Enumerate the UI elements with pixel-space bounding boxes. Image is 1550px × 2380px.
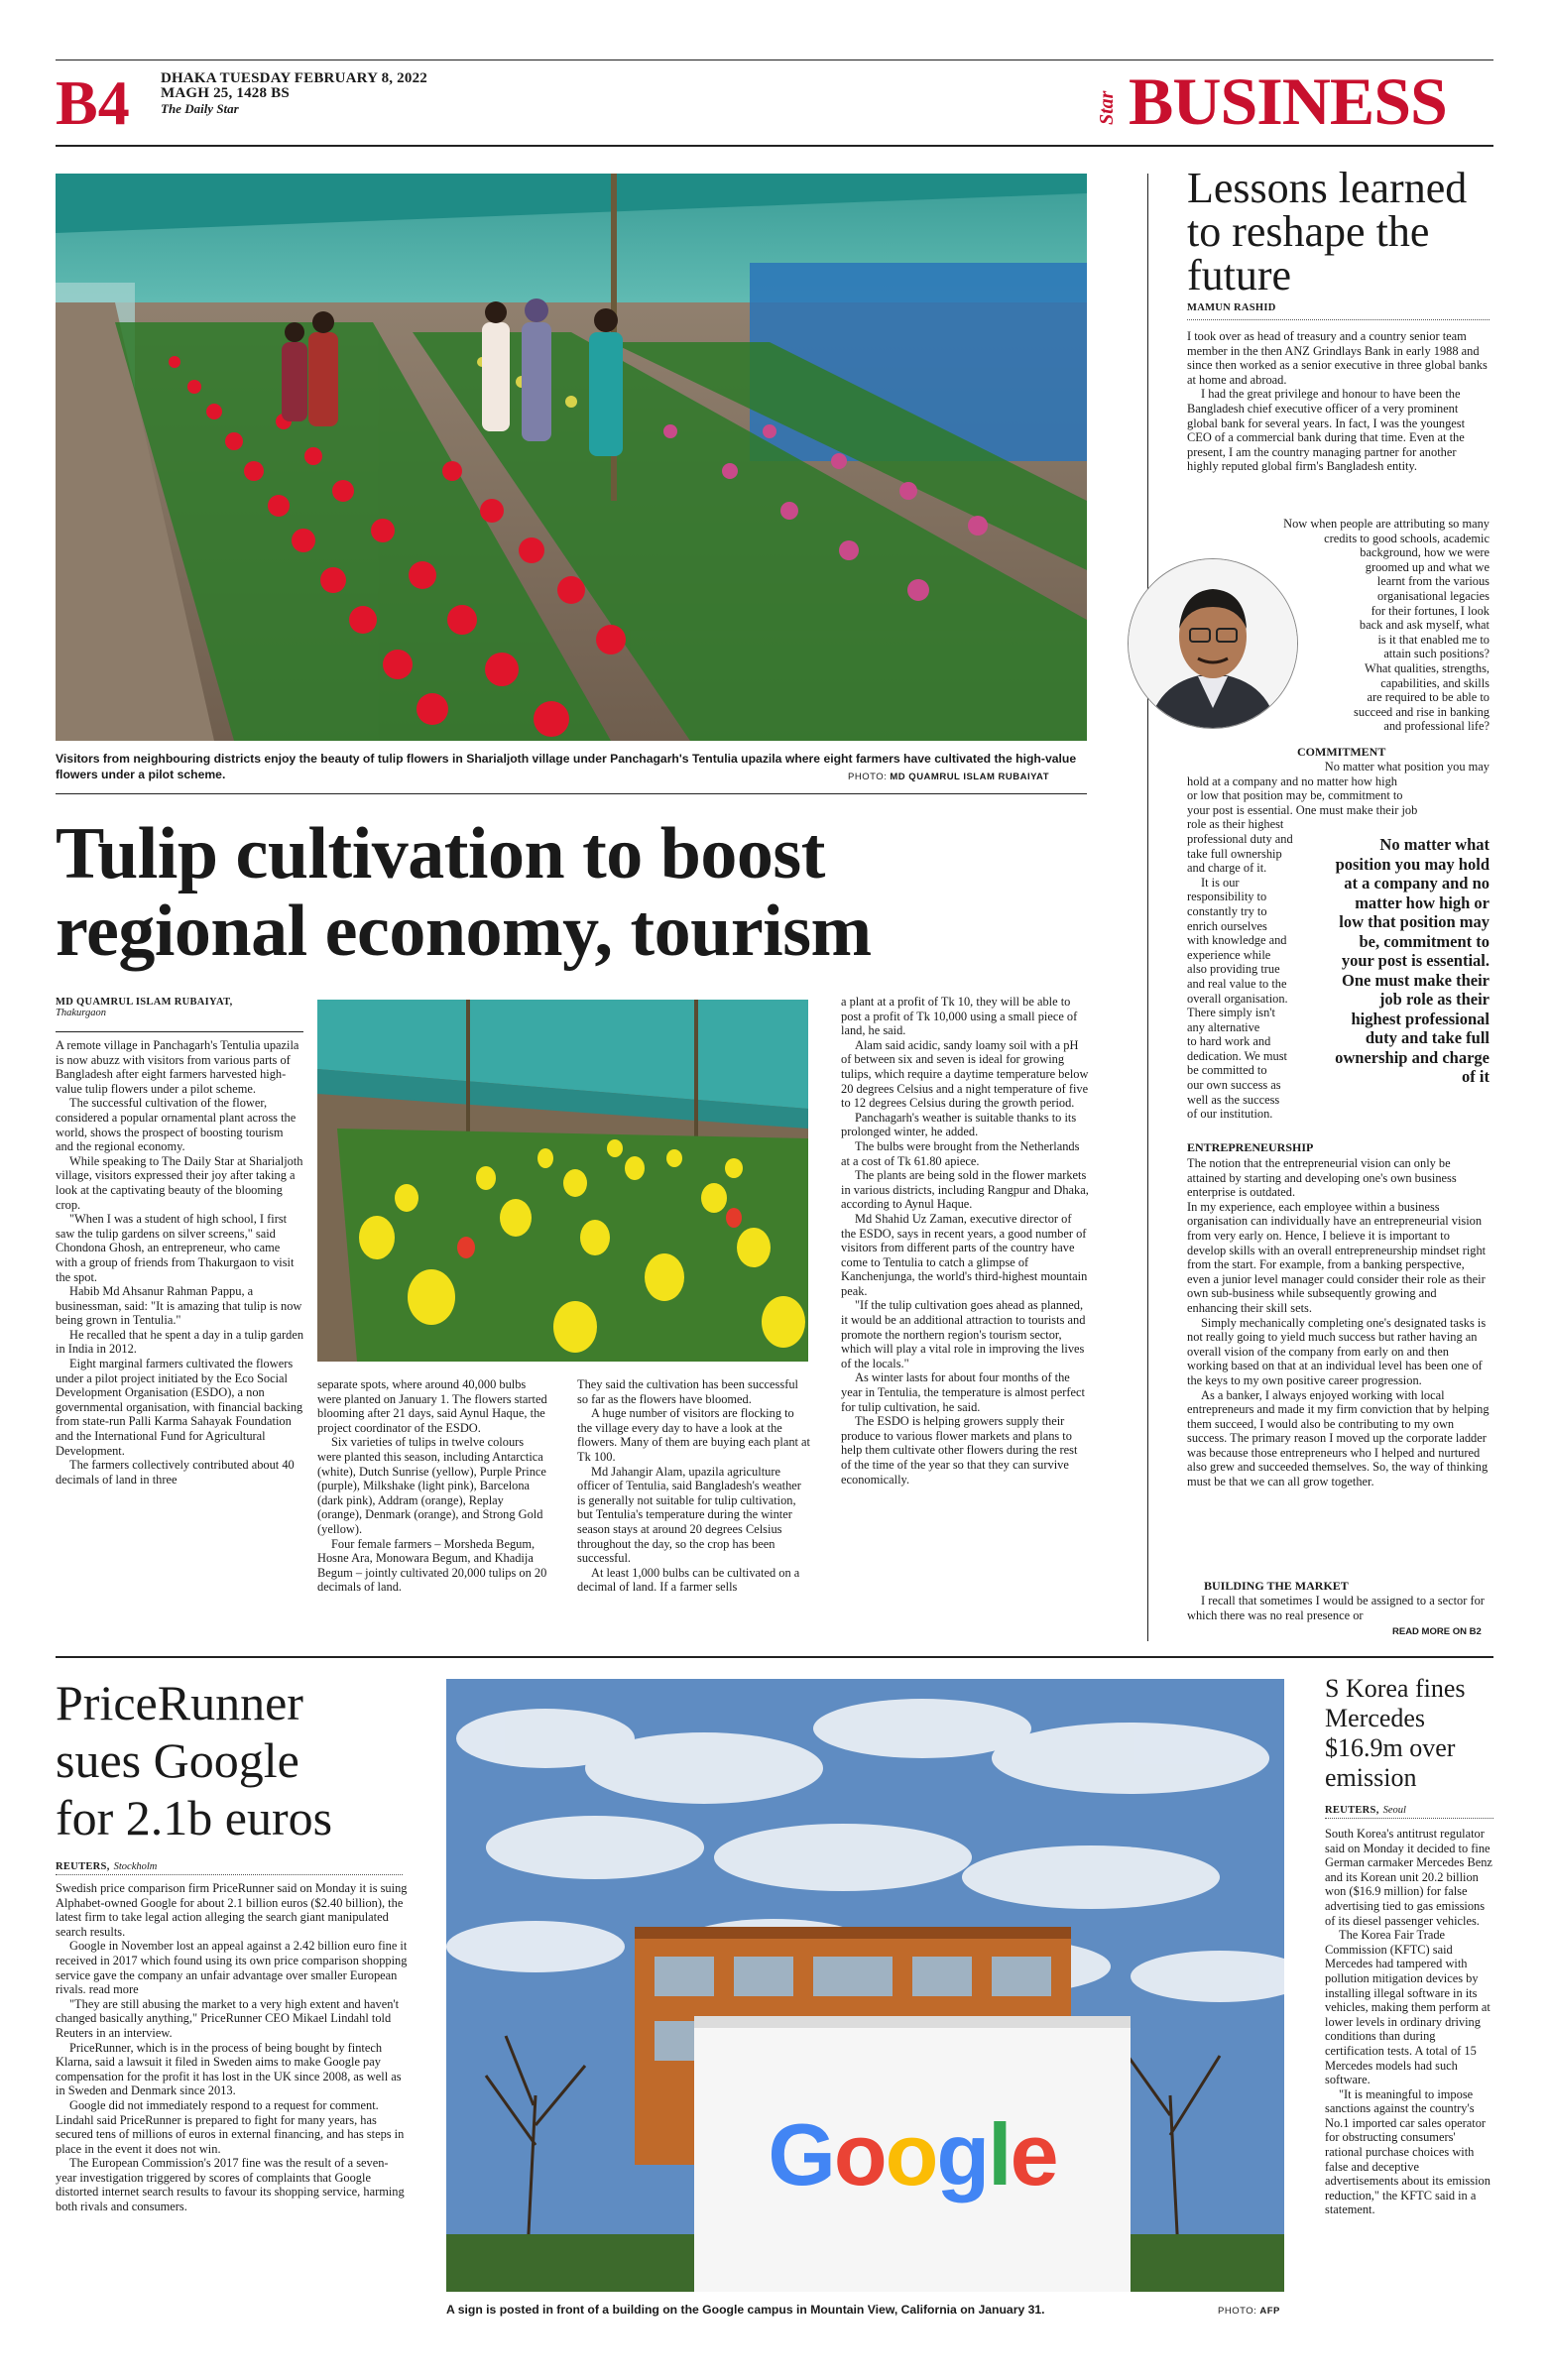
tulip-p23: As winter lasts for about four months of the year in Tentulia, the temperature is almost perfect for tulip cultivation, he said. — [841, 1370, 1085, 1414]
tulip-field-photo — [56, 174, 1087, 741]
commit-line-18: There simply isn't — [1187, 1006, 1275, 1020]
mercedes-body — [1325, 1827, 1493, 2217]
pricerunner-rule — [56, 1874, 403, 1875]
entre-p1: The notion that the entrepreneurial vision can only be attained by starting and developing one's own business enterprise is outdated. — [1187, 1156, 1457, 1200]
commit-line-17: overall organisation. — [1187, 991, 1288, 1006]
column-author: MAMUN RASHID — [1187, 302, 1276, 313]
mercedes-byline-agency: REUTERS, — [1325, 1805, 1379, 1816]
pricerunner-p6: The European Commission's 2017 fine was the result of a seven-year investigation triggered by scores of complaints that Google distorted internet search results to favour its shopping service, harming both rivals and consumers. — [56, 2156, 405, 2214]
wrap-line-13: are required to be able to — [1367, 690, 1490, 705]
byline-rule — [56, 1031, 303, 1032]
subhead-entrepreneurship: ENTREPRENEURSHIP — [1187, 1140, 1314, 1154]
commit-line-23: our own success as — [1187, 1078, 1281, 1093]
google-sign-text: Google — [768, 2105, 1057, 2203]
masthead-rule — [56, 145, 1493, 147]
commit-line-1: No matter what position you may — [1324, 760, 1490, 774]
column-wrap-text — [1187, 517, 1490, 734]
page-number: B4 — [56, 67, 130, 138]
wrap-line-15: and professional life? — [1383, 719, 1490, 734]
google-campus-illustration — [446, 1679, 1284, 2292]
tulip-dateline: Thakurgaon — [56, 1008, 106, 1018]
column-p1: I took over as head of treasury and a country senior team member in the then ANZ Grindlays Bank in early 1988 and since then worked as a senior executive in three global banks at home and abroad. — [1187, 329, 1488, 387]
tulip-p19: The bulbs were brought from the Netherlands at a cost of Tk 61.80 apiece. — [841, 1138, 1080, 1168]
mercedes-title-4: emission — [1325, 1763, 1417, 1792]
market-p1: I recall that sometimes I would be assigned to a sector for which there was no real presence or — [1187, 1594, 1485, 1622]
commit-line-16: and real value to the — [1187, 976, 1287, 991]
mercedes-title-1: S Korea fines — [1325, 1674, 1466, 1703]
tulip-byline-block — [56, 997, 303, 1018]
tulip-p14: Md Jahangir Alam, upazila agriculture officer of Tentulia, said Bangladesh's weather is generally not suitable for tulip cultivation, but Tentulia's temperature during the winter season stays at around 20 degrees Celsius throughout the day, so the crop has been successful. — [577, 1464, 801, 1566]
pricerunner-byline — [56, 1856, 157, 1874]
pricerunner-p5: Google did not immediately respond to a request for comment. Lindahl said PriceRunner is prepared to fight for many years, has secured tens of millions of euros in external financing, and has steps in place in the event it does not win. — [56, 2097, 405, 2156]
mercedes-headline — [1325, 1674, 1503, 1793]
commit-line-14: experience while — [1187, 947, 1271, 962]
wrap-line-9: is it that enabled me to — [1377, 632, 1490, 647]
commit-line-11: constantly try to — [1187, 903, 1267, 918]
mercedes-p3: "It is meaningful to impose sanctions against the country's No.1 imported car sales operator for obstructing consumers' rational purchase choices with false and deceptive advertisements about its emission reduction," the KFTC said in a statement. — [1325, 2086, 1490, 2217]
read-more-link[interactable]: READ MORE ON B2 — [1392, 1626, 1482, 1637]
market-text — [1187, 1594, 1490, 1622]
wrap-line-1: Now when people are attributing so many — [1283, 517, 1490, 531]
wrap-line-11: What qualities, strengths, — [1365, 660, 1490, 675]
section-rule — [56, 1656, 1493, 1658]
wrap-line-3: background, how we were — [1360, 545, 1490, 560]
tulip-p10: Six varieties of tulips in twelve colours were planted this season, including Antarctica (white), Dutch Sunrise (yellow), Purple Prince (purple), Milkshake (light pink), Barcelona (dark pink), Addram (orange), Replay (orange), Denmark (orange), and Strong Gold (yellow). — [317, 1435, 546, 1536]
star-logo-text: Star — [1096, 90, 1118, 125]
wrap-line-12: capabilities, and skills — [1380, 675, 1490, 690]
tulip-p21: Md Shahid Uz Zaman, executive director of the ESDO, says in recent years, a good number of visitors from different parts of the country have come to Tentulia to catch a glimpse of Kanchenjunga, the world's third-highest mountain peak. — [841, 1211, 1088, 1298]
tulip-column-3 — [577, 1377, 810, 1595]
tulip-p24: The ESDO is helping growers supply their produce to various flower markets and plans to help them cultivate other flowers during the rest of the time of the year so that they can survive economically. — [841, 1414, 1078, 1487]
pull-quote: No matter what position you may hold at a company and no matter how high or low that position may be, commitment to your post is essential. One must make their job role as their highest professional duty and take full ownership and charge of it — [1335, 835, 1490, 1086]
pricerunner-body — [56, 1881, 408, 2214]
tulip-p17: Alam said acidic, sandy loamy soil with a pH of between six and seven is ideal for growing tulips, which require a daytime temperature below 20 degrees Celsius and a night temperature of five to 12 degrees Celsius during the growth period. — [841, 1037, 1089, 1111]
commit-line-15: also providing true — [1187, 962, 1280, 977]
mercedes-dateline: Seoul — [1382, 1805, 1406, 1816]
date-line-2: MAGH 25, 1428 BS — [161, 85, 290, 101]
date-line-1: DHAKA TUESDAY FEBRUARY 8, 2022 — [161, 70, 427, 86]
tulip-p4: "When I was a student of high school, I first saw the tulip gardens on silver screens," said Chondona Ghosh, an entrepreneur, who came with a group of friends from Thakurgaon to visit the spot. — [56, 1212, 295, 1284]
tulip-p7: Eight marginal farmers cultivated the flowers under a pilot project initiated by the Eco Social Development Organisation (ESDO), a non governmental organisation, with financial backing from state-run Palli Karma Sahayak Foundation and the International Fund for Agricultural Development. — [56, 1357, 303, 1458]
pricerunner-title-3: for 2.1b euros — [56, 1790, 333, 1845]
pricerunner-p3: "They are still abusing the market to a very high extent and haven't changed basically anything," PriceRunner CEO Mikael Lindahl told Reuters in an interview. — [56, 1996, 400, 2040]
tulip-p20: The plants are being sold in the flower markets in various districts, including Rangpur and Dhaka, according to Aynul Haque. — [841, 1168, 1089, 1212]
wrap-line-2: credits to good schools, academic — [1324, 531, 1490, 545]
tulip-headline — [56, 815, 1097, 970]
tulip-column-2 — [317, 1377, 550, 1595]
pricerunner-headline — [56, 1674, 413, 1846]
section-title: BUSINESS — [1129, 63, 1447, 139]
tulip-p12: They said the cultivation has been successful so far as the flowers have bloomed. — [577, 1377, 798, 1406]
subhead-building-market: BUILDING THE MARKET — [1204, 1579, 1349, 1593]
author-rule — [1187, 319, 1490, 320]
tulip-p9: separate spots, where around 40,000 bulbs were planted on January 1. The flowers started blooming after 21 days, said Aynul Haque, the project coordinator of the ESDO. — [317, 1377, 547, 1435]
google-photo-credit — [1218, 2306, 1280, 2317]
entre-p4: As a banker, I always enjoyed working with local entrepreneurs and made it my firm conviction that by helping them succeed, I would also be contributing to my own success. The primary reason I moved up the corporate ladder was because those entrepreneurs who I helped and nurtured also grew and succeeded themselves. So, the way of thinking must be that we can all grow together. — [1187, 1387, 1490, 1489]
tulip-p22: "If the tulip cultivation goes ahead as planned, it would be an additional attraction to tourists and promote the northern region's tourism sector, which will play a vital role in improving the lives of the locals." — [841, 1298, 1086, 1370]
tulip-photo-caption: Visitors from neighbouring districts enjoy the beauty of tulip flowers in Sharialjoth village under Panchagarh's Tentulia upazila where eight farmers have cultivated the high-value flowers under a pilot scheme. — [56, 752, 1077, 781]
tulip-p1: A remote village in Panchagarh's Tentulia upazila is now abuzz with visitors from various parts of Bangladesh after eight farmers harvested high-value tulip flowers under a pilot scheme. — [56, 1038, 299, 1096]
tulip-p2: The successful cultivation of the flower, considered a popular ornamental plant across the world, shows the prospect of boosting tourism and the regional economy. — [56, 1096, 297, 1154]
tulip-byline: MD QUAMRUL ISLAM RUBAIYAT, — [56, 997, 233, 1008]
wrap-line-10: attain such positions? — [1383, 647, 1490, 661]
commit-line-8: and charge of it. — [1187, 861, 1267, 876]
mercedes-title-3: $16.9m over — [1325, 1733, 1456, 1762]
commit-line-21: dedication. We must — [1187, 1048, 1287, 1063]
paper-name: The Daily Star — [161, 101, 239, 116]
commit-line-13: with knowledge and — [1187, 933, 1287, 948]
commit-line-4: your post is essential. One must make their job — [1187, 802, 1418, 817]
tulip-photo-credit — [848, 772, 1049, 782]
tulip-p13: A huge number of visitors are flocking to the village every day to have a look at the flowers. Many of them are buying each plant at Tk 100. — [577, 1406, 810, 1464]
star-logo-icon — [1093, 75, 1123, 131]
column-title — [1187, 164, 1504, 299]
credit-label: PHOTO: — [848, 772, 888, 782]
wrap-line-14: succeed and rise in banking — [1354, 704, 1490, 719]
mercedes-rule — [1325, 1818, 1493, 1819]
mercedes-title-2: Mercedes — [1325, 1704, 1426, 1732]
tulip-column-1 — [56, 1038, 303, 1487]
yellow-tulip-photo — [317, 1000, 808, 1362]
commit-line-12: enrich ourselves — [1187, 918, 1267, 933]
yellow-tulip-illustration — [317, 1000, 808, 1362]
column-title-line-2: to reshape the — [1187, 207, 1430, 256]
entrepreneurship-text — [1187, 1156, 1490, 1489]
commit-line-22: be committed to — [1187, 1063, 1267, 1078]
pricerunner-p1: Swedish price comparison firm PriceRunner said on Monday it is suing Alphabet-owned Google for about 2.1 billion euros ($2.40 billion), the latest firm to take legal action alleging the search giant manipulated search results. — [56, 1881, 408, 1939]
tulip-p11: Four female farmers – Morsheda Begum, Hosne Ara, Monowara Begum, and Khadija Begum – jointly cultivated 20,000 tulips on 20 decimals of land. — [317, 1536, 547, 1595]
commit-line-9: It is our — [1201, 875, 1240, 890]
column-title-line-1: Lessons learned — [1187, 164, 1468, 212]
mercedes-p1: South Korea's antitrust regulator said on Monday it decided to fine German carmaker Mercedes Benz and its Korean unit 20.2 billion won ($16.9 million) for false advertising tied to gas emissions of its diesel passenger vehicles. — [1325, 1827, 1492, 1928]
masthead-dateline — [161, 71, 427, 117]
pricerunner-p2: Google in November lost an appeal against a 2.42 billion euro fine it received in 2017 which found using its own price comparison shopping service gave the company an unfair advantage over smaller European rivals. read more — [56, 1939, 408, 1997]
subhead-commitment: COMMITMENT — [1297, 745, 1386, 759]
google-credit-label: PHOTO: — [1218, 2306, 1257, 2317]
commit-line-19: any alternative — [1187, 1019, 1260, 1034]
pricerunner-title-2: sues Google — [56, 1732, 299, 1788]
column-title-line-3: future — [1187, 251, 1292, 299]
headline-line-2: regional economy, tourism — [56, 891, 872, 972]
commit-line-25: of our institution. — [1187, 1107, 1273, 1122]
wrap-line-5: learnt from the various — [1376, 574, 1490, 589]
credit-name: MD QUAMRUL ISLAM RUBAIYAT — [890, 772, 1050, 782]
headline-line-1: Tulip cultivation to boost — [56, 813, 825, 894]
mercedes-p2: The Korea Fair Trade Commission (KFTC) said Mercedes had tampered with pollution mitigation devices by installing illegal software in its vehicles, making them perform at lower levels in ordinary driving conditions than during certification tests. A total of 15 Mercedes models had such software. — [1325, 1928, 1490, 2087]
tulip-p16: a plant at a profit of Tk 10, they will be able to post a profit of Tk 10,000 using a small piece of land, he said. — [841, 995, 1078, 1038]
tulip-p6: He recalled that he spent a day in a tulip garden in India in 2012. — [56, 1327, 304, 1357]
wrap-line-6: organisational legacies — [1377, 588, 1490, 603]
tulip-p8: The farmers collectively contributed about 40 decimals of land in three — [56, 1458, 295, 1487]
google-photo-caption: A sign is posted in front of a building on the Google campus in Mountain View, California on January 31. — [446, 2303, 1045, 2317]
pricerunner-title-1: PriceRunner — [56, 1675, 303, 1730]
commit-line-20: to hard work and — [1187, 1034, 1271, 1049]
commit-line-3: or low that position may be, commitment to — [1187, 788, 1403, 803]
tulip-field-illustration — [56, 174, 1087, 741]
entre-p3: Simply mechanically completing one's designated tasks is not really going to yield much success but rather having an overall vision of the company from early on and then working based on that at an individual level has been one of the keys to my own positive career progression. — [1187, 1315, 1487, 1387]
google-campus-photo — [446, 1679, 1284, 2292]
google-credit-name: AFP — [1259, 2306, 1280, 2317]
pricerunner-p4: PriceRunner, which is in the process of being bought by fintech Klarna, said a lawsuit it filed in Sweden aims to make Google pay compensation for the profit it has lost in the UK since 2008, as well as in Sweden and Denmark since 2013. — [56, 2040, 402, 2098]
wrap-line-8: back and ask myself, what — [1359, 618, 1490, 633]
commit-line-6: professional duty and — [1187, 831, 1293, 846]
wrap-line-4: groomed up and what we — [1365, 559, 1490, 574]
wrap-line-7: for their fortunes, I look — [1371, 603, 1490, 618]
commit-line-7: take full ownership — [1187, 846, 1282, 861]
pricerunner-dateline: Stockholm — [113, 1861, 158, 1872]
commit-line-10: responsibility to — [1187, 890, 1267, 904]
commit-line-5: role as their highest — [1187, 817, 1284, 832]
tulip-p5: Habib Md Ahsanur Rahman Pappu, a businessman, said: "It is amazing that tulip is now being grown in Tentulia." — [56, 1284, 302, 1328]
caption-rule — [56, 793, 1087, 794]
commit-line-2: hold at a company and no matter how high — [1187, 774, 1397, 788]
mercedes-byline — [1325, 1800, 1406, 1818]
tulip-p18: Panchagarh's weather is suitable thanks to its prolonged winter, he added. — [841, 1110, 1077, 1139]
tulip-column-4 — [841, 995, 1089, 1487]
entre-p2: In my experience, each employee within a business organisation can individually have an entrepreneurial vision from very early on. Hence, I believe it is important to develop skills with an overall entrepreneurship mindset right from the start. For example, from a banking perspective, even a junior level manager could consider their role as their own sub-business while subsequently growing and enhancing their skill sets. — [1187, 1199, 1487, 1315]
commit-line-24: well as the success — [1187, 1092, 1280, 1107]
column-intro — [1187, 329, 1490, 474]
column-p2: I had the great privilege and honour to have been the Bangladesh chief executive officer of a very prominent global bank for several years. In fact, I was the youngest CEO of a commercial bank during that time. Even at the present, I am the country managing partner for another highly reputed global firm's Bangladesh entity. — [1187, 387, 1466, 474]
column-divider — [1147, 174, 1148, 1641]
pricerunner-byline-agency: REUTERS, — [56, 1861, 110, 1872]
tulip-p3: While speaking to The Daily Star at Sharialjoth village, visitors expressed their joy after taking a look at the captivating beauty of the blooming crop. — [56, 1153, 303, 1212]
tulip-p15: At least 1,000 bulbs can be cultivated on a decimal of land. If a farmer sells — [577, 1565, 800, 1595]
